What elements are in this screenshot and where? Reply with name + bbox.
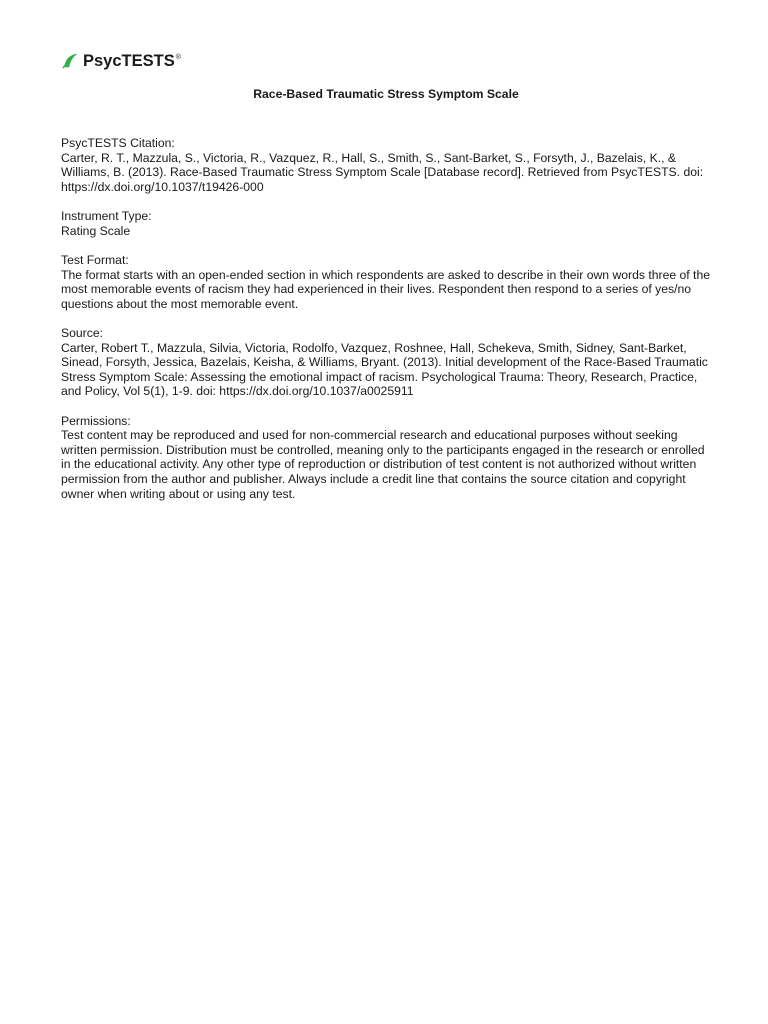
- registered-mark: ®: [175, 53, 181, 61]
- section-text: Carter, R. T., Mazzula, S., Victoria, R., Vazquez, R., Hall, S., Smith, S., Sant-Barket, S., Forsyth, J., Bazelais, K., & Williams, B. (2013). Race-Based Traumatic Stress Symptom Scale [Database record]. Retrieved from PsycTESTS. doi: https://dx.doi.org/10.1037/t19426-000: [61, 150, 704, 194]
- section-text: Rating Scale: [61, 223, 131, 238]
- section-label: Permissions:: [61, 413, 131, 428]
- section-label: PsycTESTS Citation:: [61, 136, 175, 150]
- section-text: The format starts with an open-ended section in which respondents are asked to describe in their own words three of the most memorable events of racism they had experienced in their lives. Respondent then respond to a series of yes/no questions about the most memorable event.: [61, 267, 711, 311]
- section-test-format: [61, 253, 716, 311]
- document-body: [61, 136, 716, 516]
- section-citation: [61, 136, 716, 194]
- document-title: Race-Based Traumatic Stress Symptom Scale: [253, 87, 519, 101]
- section-instrument-type: [61, 209, 716, 238]
- section-source: [61, 326, 716, 399]
- section-label: Source:: [61, 326, 104, 340]
- psyctests-logo: [62, 49, 181, 73]
- section-label: Instrument Type:: [61, 209, 152, 224]
- section-text: Carter, Robert T., Mazzula, Silvia, Victoria, Rodolfo, Vazquez, Roshnee, Hall, Schekeva, Smith, Sidney, Sant-Barket, Sinead, Forsyth, Jessica, Bazelais, Keisha, & Williams, Bryant. (2013). Initial development of the Race-Based Traumatic Stress Symptom Scale: Assessing the emotional impact of racism. Psychological Trauma: Theory, Research, Practice, and Policy, Vol 5(1), 1-9. doi: https://dx.doi.org/10.1037/a0025911: [61, 340, 708, 399]
- section-label: Test Format:: [61, 252, 129, 267]
- logo-text: PsycTESTS: [83, 52, 175, 70]
- section-permissions: [61, 414, 716, 502]
- leaf-icon: [62, 52, 80, 70]
- section-text: Test content may be reproduced and used for non-commercial research and educational purposes without seeking written permission. Distribution must be controlled, meaning only to the participants engaged in the research or enrolled in the educational activity. Any other type of reproduction or distribution of test content is not authorized without written permission from the author and publisher. Always include a credit line that contains the source citation and copyright owner when writing about or using any test.: [61, 428, 705, 501]
